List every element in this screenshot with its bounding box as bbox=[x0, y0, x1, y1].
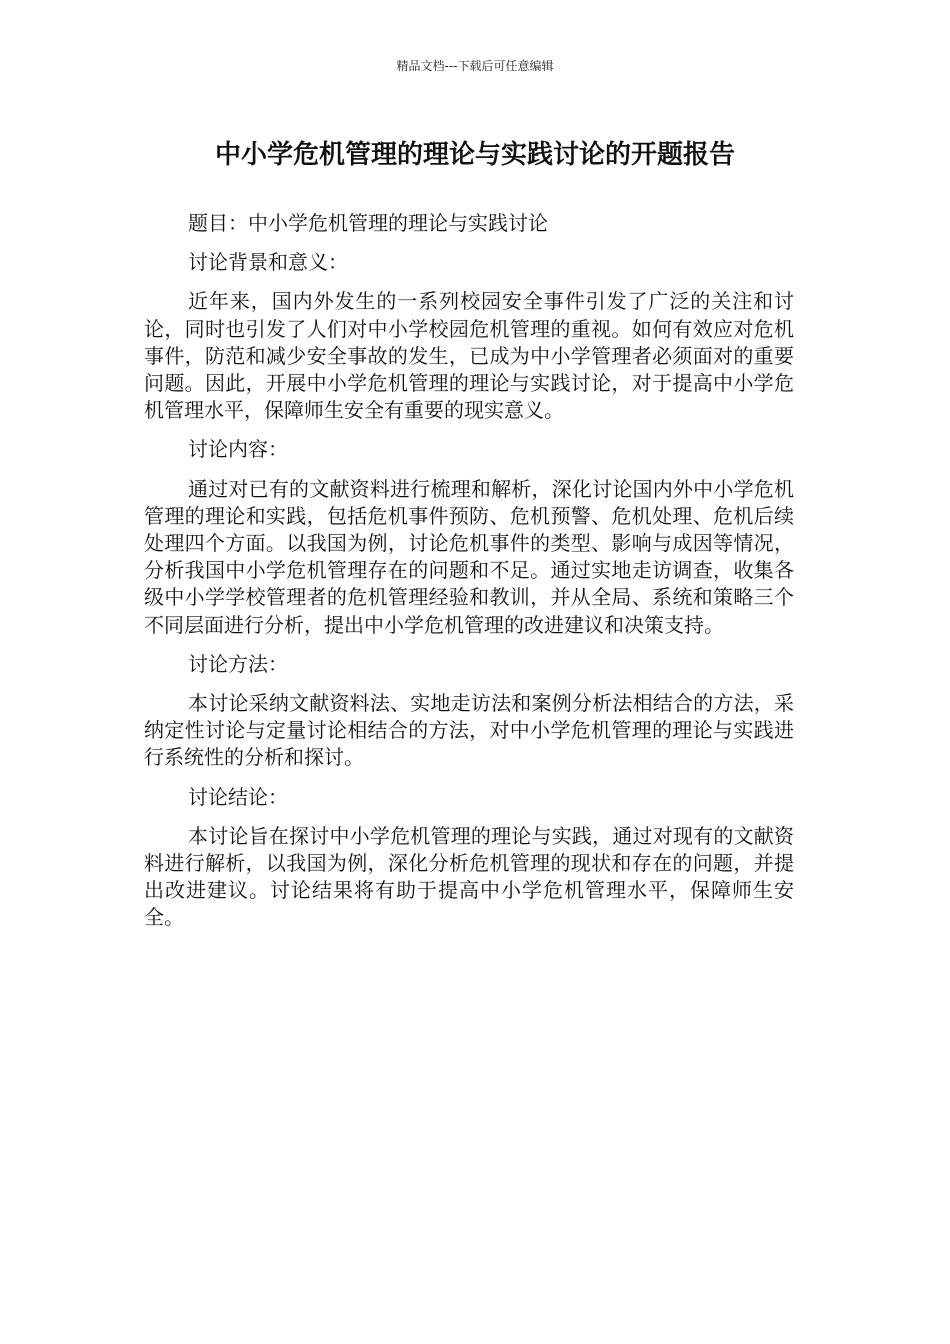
topic-line: 题目：中小学危机管理的理论与实践讨论 bbox=[188, 211, 548, 235]
header-note: 精品文档---下载后可任意编辑 bbox=[396, 59, 554, 73]
section-heading-method: 讨论方法： bbox=[188, 651, 288, 676]
section-heading-content: 讨论内容： bbox=[188, 437, 288, 462]
paragraph-content: 通过对已有的文献资料进行梳理和解析，深化讨论国内外中小学危机管理的理论和实践，包括危机事件预防、危机预警、危机处理、危机后续处理四个方面。以我国为例，讨论危机事件的类型、影响与成因等情况，分析我国中小学危机管理存在的问题和不足。通过实地走访调查，收集各级中小学学校管理者的危机管理经验和教训，并从全局、系统和策略三个不同层面进行分析，提出中小学危机管理的改进建议和决策支持。 bbox=[144, 476, 794, 637]
section-heading-background: 讨论背景和意义： bbox=[188, 250, 348, 275]
paragraph-conclusion: 本讨论旨在探讨中小学危机管理的理论与实践，通过对现有的文献资料进行解析，以我国为例，深化分析危机管理的现状和存在的问题，并提出改进建议。讨论结果将有助于提高中小学危机管理水平，保障师生安全。 bbox=[144, 823, 794, 930]
paragraph-background: 近年来，国内外发生的一系列校园安全事件引发了广泛的关注和讨论，同时也引发了人们对中小学校园危机管理的重视。如何有效应对危机事件，防范和减少安全事故的发生，已成为中小学管理者必须面对的重要问题。因此，开展中小学危机管理的理论与实践讨论，对于提高中小学危机管理水平，保障师生安全有重要的现实意义。 bbox=[144, 289, 794, 423]
section-heading-conclusion: 讨论结论： bbox=[188, 784, 288, 809]
document-title: 中小学危机管理的理论与实践讨论的开题报告 bbox=[214, 140, 735, 170]
document-body bbox=[144, 210, 794, 944]
paragraph-method: 本讨论采纳文献资料法、实地走访法和案例分析法相结合的方法，采纳定性讨论与定量讨论相结合的方法，对中小学危机管理的理论与实践进行系统性的分析和探讨。 bbox=[144, 691, 794, 770]
